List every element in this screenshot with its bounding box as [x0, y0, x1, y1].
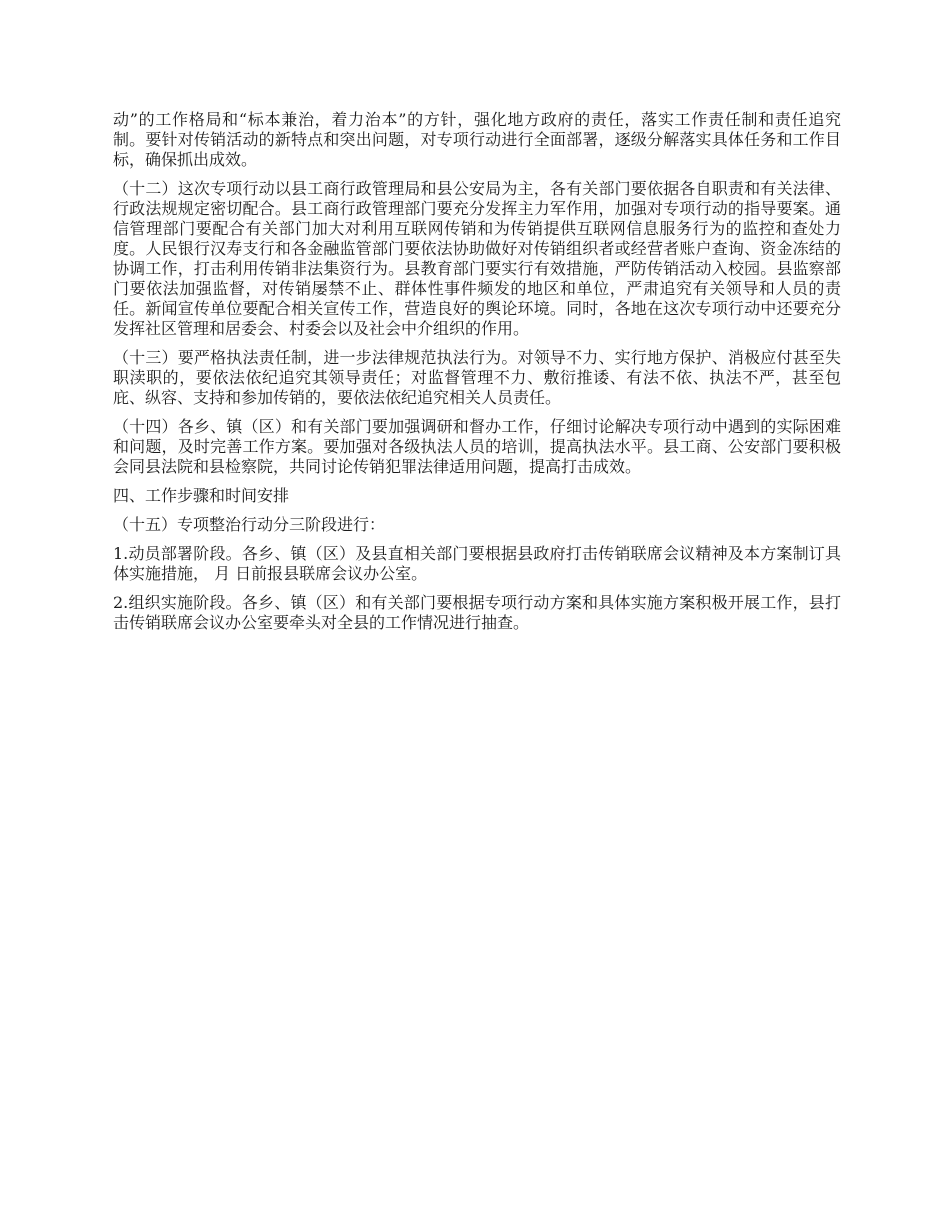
- document-body: [113, 110, 841, 642]
- paragraph-continued-intro: 动”的工作格局和“标本兼治，着力治本”的方针，强化地方政府的责任，落实工作责任制和责任追究制。要针对传销活动的新特点和突出问题，对专项行动进行全面部署，逐级分解落实具体任务和工作目标，确保抓出成效。: [113, 110, 841, 169]
- paragraph-item-14: （十四）各乡、镇（区）和有关部门要加强调研和督办工作，仔细讨论解决专项行动中遇到的实际困难和问题，及时完善工作方案。要加强对各级执法人员的培训，提高执法水平。县工商、公安部门要积极会同县法院和县检察院，共同讨论传销犯罪法律适用问题，提高打击成效。: [113, 417, 841, 476]
- paragraph-item-12: （十二）这次专项行动以县工商行政管理局和县公安局为主，各有关部门要依据各自职责和有关法律、行政法规规定密切配合。县工商行政管理部门要充分发挥主力军作用，加强对专项行动的指导要案。通信管理部门要配合有关部门加大对利用互联网传销和为传销提供互联网信息服务行为的监控和查处力度。人民银行汉寿支行和各金融监管部门要依法协助做好对传销组织者或经营者账户查询、资金冻结的协调工作，打击利用传销非法集资行为。县教育部门要实行有效措施，严防传销活动入校园。县监察部门要依法加强监督，对传销屡禁不止、群体性事件频发的地区和单位，严肃追究有关领导和人员的责任。新闻宣传单位要配合相关宣传工作，营造良好的舆论环境。同时，各地在这次专项行动中还要充分发挥社区管理和居委会、村委会以及社会中介组织的作用。: [113, 179, 841, 338]
- paragraph-stage-2: 2.组织实施阶段。各乡、镇（区）和有关部门要根据专项行动方案和具体实施方案积极开展工作，县打击传销联席会议办公室要牵头对全县的工作情况进行抽查。: [113, 593, 841, 632]
- paragraph-item-15: （十五）专项整治行动分三阶段进行：: [113, 515, 386, 534]
- paragraph-item-13: （十三）要严格执法责任制，进一步法律规范执法行为。对领导不力、实行地方保护、消极应付甚至失职渎职的，要依法依纪追究其领导责任；对监督管理不力、敷衍推诿、有法不依、执法不严，甚至包庇、纵容、支持和参加传销的，要依法依纪追究相关人员责任。: [113, 348, 841, 407]
- paragraph-stage-1: 1.动员部署阶段。各乡、镇（区）及县直相关部门要根据县政府打击传销联席会议精神及本方案制订具体实施措施， 月 日前报县联席会议办公室。: [113, 544, 841, 583]
- section-heading-steps: 四、工作步骤和时间安排: [113, 486, 290, 505]
